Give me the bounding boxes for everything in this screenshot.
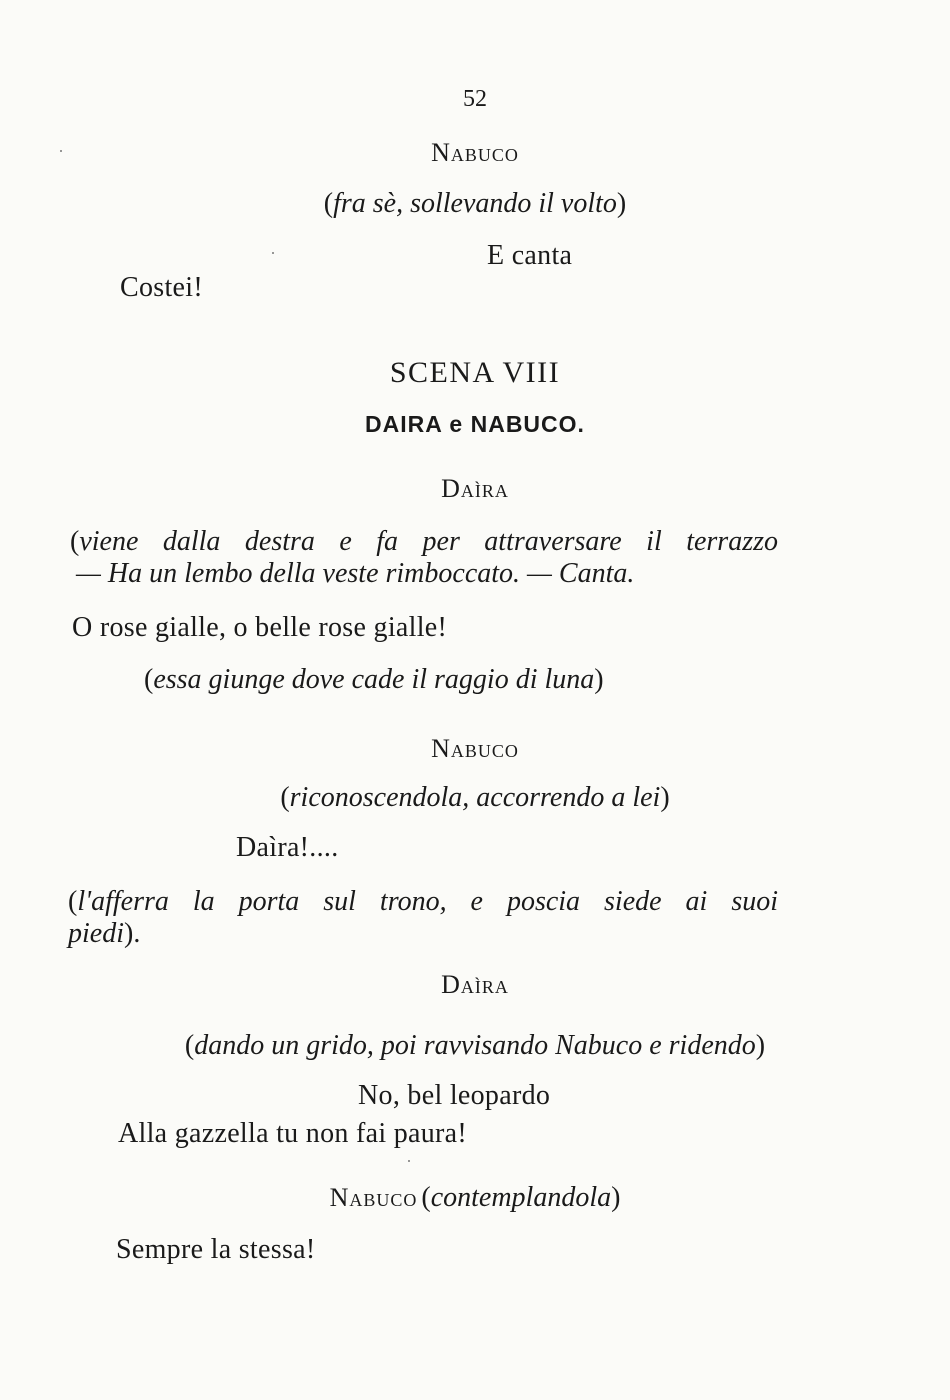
stage-direction: (essa giunge dove cade il raggio di luna): [144, 664, 604, 695]
stage-direction: (viene dalla destra e fa per attraversare il terrazzo: [70, 526, 778, 557]
scan-speck: [60, 150, 62, 152]
stage-direction: (l'afferra la porta sul trono, e poscia siede ai suoi: [68, 886, 778, 917]
verse-line: Sempre la stessa!: [116, 1234, 316, 1265]
stage-direction-text: piedi: [68, 918, 124, 949]
stage-direction: piedi).: [68, 918, 141, 949]
verse-line: E canta: [487, 240, 573, 271]
stage-direction: (fra sè, sollevando il volto): [323, 188, 627, 219]
stage-direction-text: dando un grido, poi ravvisando Nabuco e ridendo: [194, 1030, 756, 1061]
scan-speck: [272, 252, 274, 254]
speaker-name: Daìra: [441, 970, 509, 999]
stage-direction-text: fra sè, sollevando il volto: [333, 188, 617, 219]
verse-line: Daìra!....: [236, 832, 339, 863]
stage-direction-text: essa giunge dove cade il raggio di luna: [153, 664, 595, 695]
stage-direction: (dando un grido, poi ravvisando Nabuco e ridendo): [184, 1030, 766, 1061]
scan-speck: [408, 1160, 410, 1162]
stage-direction-text: contemplandola: [430, 1182, 612, 1213]
speaker-name: Nabuco: [431, 138, 519, 167]
verse-line: O rose gialle, o belle rose gialle!: [72, 612, 448, 643]
scene-cast: DAIRA e NABUCO.: [365, 411, 585, 437]
stage-direction-text: — Ha un lembo della veste rimboccato. — Canta.: [76, 558, 635, 589]
speaker-line: Nabuco (contemplandola): [329, 1182, 621, 1213]
scene-title: SCENA VIII: [389, 356, 561, 389]
verse-line: Alla gazzella tu non fai paura!: [118, 1118, 468, 1149]
speaker-name: Daìra: [441, 474, 509, 503]
verse-line: No, bel leopardo: [358, 1080, 551, 1111]
speaker-name: Nabuco: [329, 1183, 418, 1212]
speaker-name: Nabuco: [431, 734, 519, 763]
verse-line: Costei!: [120, 272, 203, 303]
stage-direction-text: l'afferra la porta sul trono, e poscia siede ai suoi: [77, 886, 778, 917]
page-number: 52: [463, 86, 487, 112]
stage-direction: (riconoscendola, accorrendo a lei): [280, 782, 670, 813]
stage-direction-text: viene dalla destra e fa per attraversare il terrazzo: [79, 526, 778, 557]
stage-direction-text: riconoscendola, accorrendo a lei: [289, 782, 661, 813]
